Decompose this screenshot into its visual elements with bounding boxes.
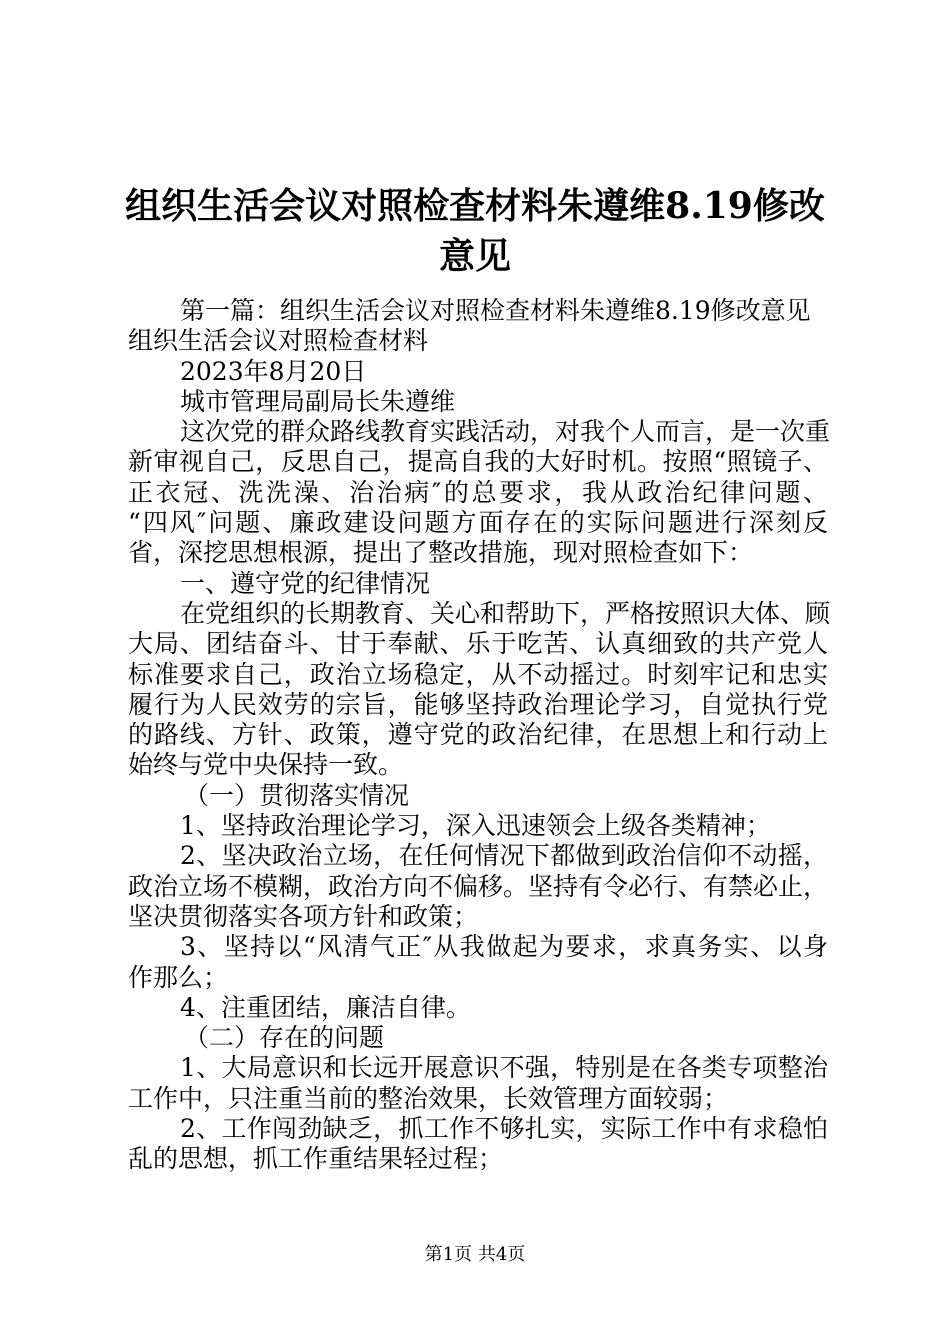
text-line: 大局、团结奋斗、甘于奉献、乐于吃苦、认真细致的共产党人: [128, 629, 828, 659]
text-line: 新审视自己，反思自己，提高自我的大好时机。按照“照镜子、: [128, 447, 828, 477]
text-line: 工作中，只注重当前的整治效果，长效管理方面较弱；: [128, 1083, 729, 1113]
text-line: 正衣冠、洗洗澡、治治病″的总要求，我从政治纪律问题、: [128, 477, 828, 507]
text-line: 2023年8月20日: [180, 356, 367, 386]
subsection-heading: （一）贯彻落实情况: [184, 780, 410, 810]
document-body: [128, 296, 831, 1175]
text-line: 政治立场不模糊，政治方向不偏移。坚持有令必行、有禁必止，: [128, 871, 829, 901]
text-line: 的路线、方针、政策，遵守党的政治纪律，在思想上和行动上: [128, 720, 828, 750]
text-line: 省，深挖思想根源，提出了整改措施，现对照检查如下：: [128, 538, 754, 568]
text-line: 第一篇：组织生活会议对照检查材料朱遵维8.19修改意见: [180, 296, 811, 325]
text-line: 始终与党中央保持一致。: [128, 750, 404, 780]
text-line: 作那么；: [128, 962, 229, 992]
document-title-line-2: 意见: [438, 235, 511, 277]
text-line: 1、大局意识和长远开展意识不强，特别是在各类专项整治: [180, 1053, 828, 1083]
text-line: 标准要求自己，政治立场稳定，从不动摇过。时刻牢记和忠实: [128, 659, 828, 689]
section-heading: 一、遵守党的纪律情况: [180, 568, 431, 598]
text-line: 2、坚决政治立场，在任何情况下都做到政治信仰不动摇，: [180, 841, 828, 871]
text-line: 坚决贯彻落实各项方针和政策；: [128, 901, 479, 931]
text-line: 乱的思想，抓工作重结果轻过程；: [128, 1144, 504, 1174]
text-line: 1、坚持政治理论学习，深入迅速领会上级各类精神；: [180, 811, 771, 841]
text-line: 这次党的群众路线教育实践活动，对我个人而言，是一次重: [180, 417, 831, 447]
page-footer: 第1页 共4页: [424, 1244, 526, 1265]
text-line: 组织生活会议对照检查材料: [128, 326, 429, 356]
text-line: 履行为人民效劳的宗旨，能够坚持政治理论学习，自觉执行党: [128, 689, 828, 719]
text-line: 3、坚持以“风清气正″从我做起为要求，求真务实、以身: [180, 932, 828, 962]
text-line: “四风″问题、廉政建设问题方面存在的实际问题进行深刻反: [128, 508, 828, 538]
text-line: 在党组织的长期教育、关心和帮助下，严格按照识大体、顾: [180, 598, 831, 628]
text-line: 城市管理局副局长朱遵维: [180, 386, 456, 416]
document-title-line-1: 组织生活会议对照检查材料朱遵维8.19修改: [125, 185, 825, 227]
subsection-heading: （二）存在的问题: [184, 1023, 385, 1053]
text-line: 2、工作闯劲缺乏，抓工作不够扎实，实际工作中有求稳怕: [180, 1114, 828, 1144]
text-line: 4、注重团结，廉洁自律。: [180, 992, 471, 1022]
